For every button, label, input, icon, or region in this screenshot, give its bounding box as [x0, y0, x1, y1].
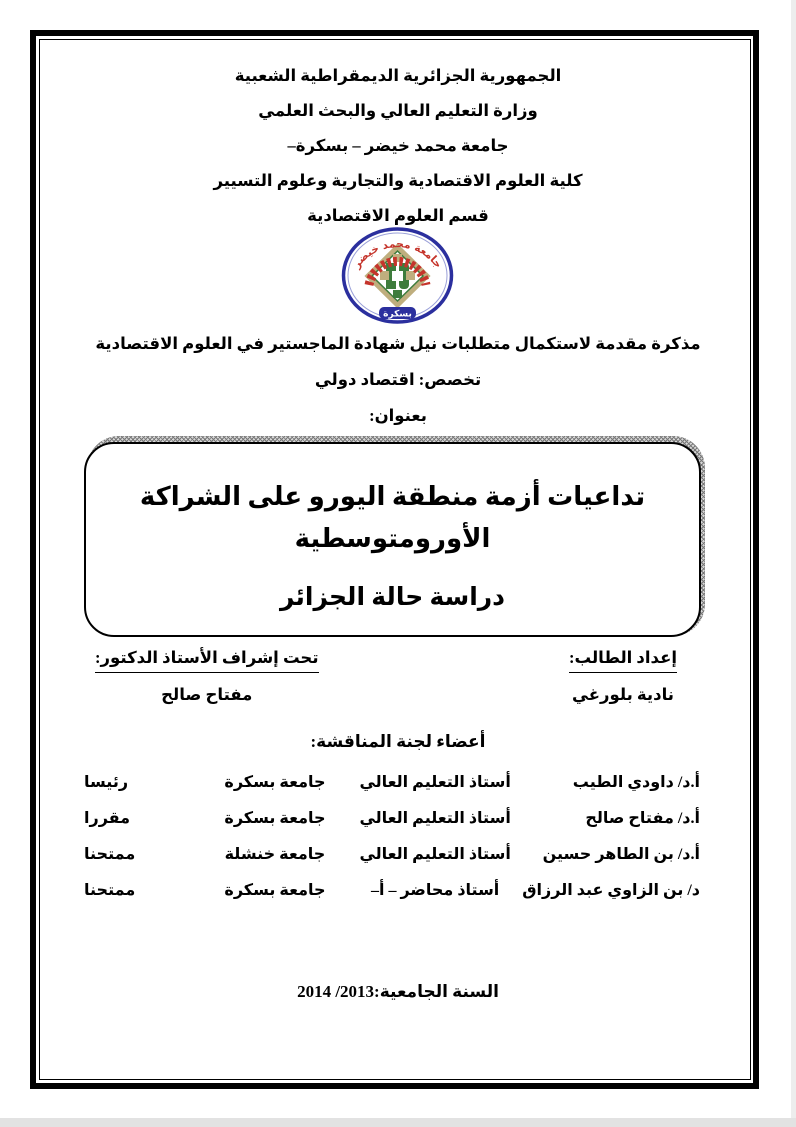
committee-member-university: جامعة خنشلة	[224, 846, 326, 863]
thesis-note: مذكرة مقدمة لاستكمال متطلبات نيل شهادة الماجستير في العلوم الاقتصادية	[95, 334, 701, 353]
thesis-title-line1: تداعيات أزمة منطقة اليورو على الشراكة الأورومتوسطية	[139, 482, 646, 553]
committee-member-role: ممتحنا	[84, 846, 136, 863]
institution-header	[60, 58, 736, 233]
thesis-title-line2: دراسة حالة الجزائر	[279, 584, 506, 611]
committee-member-rank: أستاذ محاضر – أ–	[370, 882, 500, 899]
committee-row	[84, 764, 700, 800]
committee-member-rank: أستاذ التعليم العالي	[359, 846, 511, 863]
university-logo	[339, 227, 456, 324]
logo-city-label	[379, 307, 416, 320]
svg-text:بسكرة: بسكرة	[383, 309, 412, 320]
student-label: إعداد الطالب:	[569, 648, 677, 673]
committee-table	[84, 764, 700, 908]
student-block	[569, 648, 677, 707]
committee-row	[84, 872, 700, 908]
committee-member-rank: أستاذ التعليم العالي	[359, 774, 511, 791]
supervisor-block	[95, 648, 319, 707]
thesis-specialty: تخصص: اقتصاد دولي	[314, 370, 482, 389]
committee-member-name: د/ بن الزاوي عبد الرزاق	[522, 882, 700, 899]
header-line-university: جامعة محمد خيضر – بسكرة–	[287, 136, 509, 155]
academic-year: السنة الجامعية:2013/ 2014	[297, 982, 499, 1001]
committee-row	[84, 800, 700, 836]
title-box	[84, 442, 701, 637]
thesis-intro	[55, 326, 741, 434]
committee-member-rank: أستاذ التعليم العالي	[359, 810, 511, 827]
header-line-ministry: وزارة التعليم العالي والبحث العلمي	[258, 101, 538, 120]
header-line-republic: الجمهورية الجزائرية الديمقراطية الشعبية	[234, 66, 562, 85]
titled-label: بعنوان:	[369, 406, 427, 425]
committee-member-role: ممتحنا	[84, 882, 136, 899]
committee-member-university: جامعة بسكرة	[224, 774, 326, 791]
committee-member-role: رئيسا	[84, 774, 129, 791]
student-name: نادية بلورغي	[572, 685, 674, 704]
committee-member-university: جامعة بسكرة	[224, 882, 326, 899]
university-logo-icon	[339, 227, 456, 324]
page-scan-edge-bottom	[0, 1118, 796, 1127]
supervisor-name: مفتاح صالح	[161, 685, 253, 704]
logo-arch-text: جامعة محمد خيضر	[350, 238, 445, 271]
committee-member-name: أ.د/ مفتاح صالح	[585, 810, 700, 827]
committee-member-name: أ.د/ داودي الطيب	[572, 774, 700, 791]
committee-member-role: مقررا	[84, 810, 131, 827]
committee-member-university: جامعة بسكرة	[224, 810, 326, 827]
committee-member-name: أ.د/ بن الطاهر حسين	[542, 846, 700, 863]
committee-row	[84, 836, 700, 872]
committee-heading: أعضاء لجنة المناقشة:	[310, 732, 486, 751]
header-line-faculty: كلية العلوم الاقتصادية والتجارية وعلوم التسيير	[213, 171, 583, 190]
supervisor-label: تحت إشراف الأستاذ الدكتور:	[95, 648, 319, 673]
page-scan-edge-right	[791, 0, 796, 1127]
header-line-department: قسم العلوم الاقتصادية	[307, 206, 489, 225]
